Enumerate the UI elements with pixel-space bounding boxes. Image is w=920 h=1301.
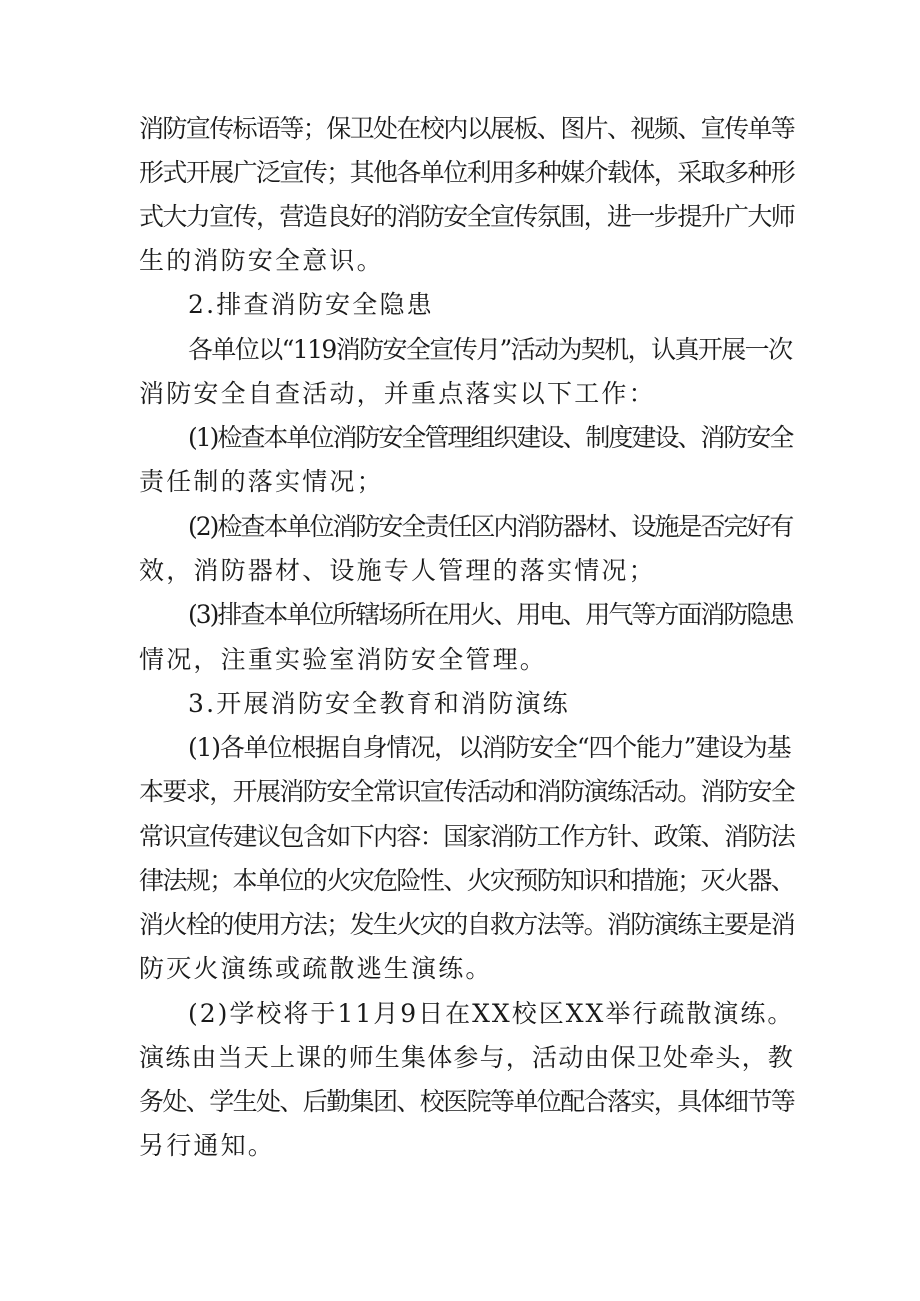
list-item-line: 消火栓的使用方法；发生火灾的自救方法等。消防演练主要是消: [139, 910, 795, 939]
list-item-line: 本要求，开展消防安全常识宣传活动和消防演练活动。消防安全: [139, 777, 795, 806]
paragraph-line: 各单位以“119消防安全宣传月”活动为契机，认真开展一次: [188, 335, 792, 364]
paragraph-line: 形式开展广泛宣传；其他各单位利用多种媒介载体，采取多种形: [139, 158, 795, 187]
section-heading: 3.开展消防安全教育和消防演练: [188, 689, 570, 718]
list-item-line: 情况，注重实验室消防安全管理。: [139, 645, 548, 674]
paragraph-line: 消防安全自查活动，并重点落实以下工作：: [139, 379, 656, 408]
paragraph-line: 另行通知。: [139, 1131, 276, 1160]
list-item-line: (2)检查本单位消防安全责任区内消防器材、设施是否完好有: [188, 512, 793, 541]
paragraph-line: 式大力宣传，营造良好的消防安全宣传氛围，进一步提升广大师: [139, 202, 795, 231]
list-item-line: 责任制的落实情况；: [139, 467, 384, 496]
list-item-line: 防灭火演练或疏散逃生演练。: [139, 954, 493, 983]
list-item-line: 常识宣传建议包含如下内容：国家消防工作方针、政策、消防法: [139, 822, 795, 851]
list-item-line: (3)排查本单位所辖场所在用火、用电、用气等方面消防隐患: [188, 600, 793, 629]
paragraph-line: 生的消防安全意识。: [139, 246, 384, 275]
paragraph-line: 消防宣传标语等；保卫处在校内以展板、图片、视频、宣传单等: [139, 114, 795, 143]
list-item-line: 律法规；本单位的火灾危险性、火灾预防知识和措施；灭火器、: [139, 866, 795, 895]
list-item-line: (1)检查本单位消防安全管理组织建设、制度建设、消防安全: [188, 423, 793, 452]
paragraph-line: 演练由当天上课的师生集体参与，活动由保卫处牵头，教: [139, 1043, 795, 1072]
list-item-line: 效，消防器材、设施专人管理的落实情况；: [139, 556, 656, 585]
list-item-line: (1)各单位根据自身情况，以消防安全“四个能力”建设为基: [188, 733, 791, 762]
list-item-line: (2)学校将于11月9日在XX校区XX举行疏散演练。: [188, 999, 795, 1028]
section-heading: 2.排查消防安全隐患: [188, 290, 434, 319]
paragraph-line: 务处、学生处、后勤集团、校医院等单位配合落实，具体细节等: [139, 1087, 795, 1116]
